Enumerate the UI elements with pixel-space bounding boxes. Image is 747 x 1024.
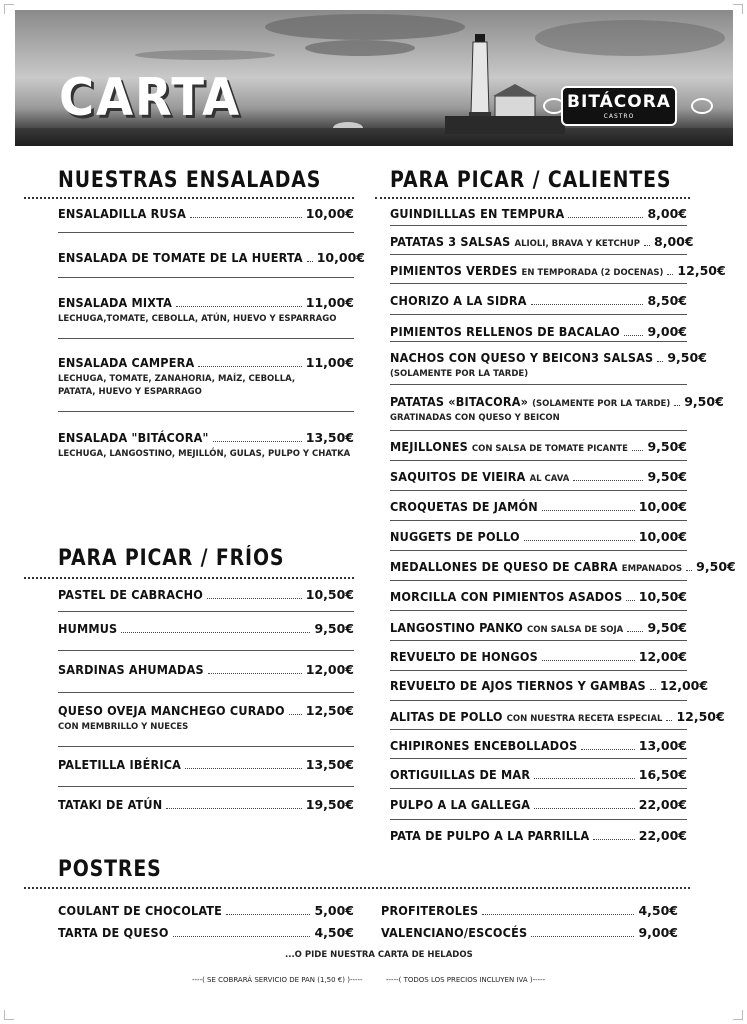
dotted-leader (573, 480, 643, 481)
dish-description: LECHUGA,TOMATE, CEBOLLA, ATÚN, HUEVO Y ESPARRAGO (58, 314, 337, 324)
dotted-leader (173, 936, 311, 937)
header-banner (15, 10, 733, 146)
menu-item-row (390, 828, 687, 843)
dish-price: 10,00€ (305, 206, 354, 221)
menu-item-row (58, 757, 354, 772)
menu-item-row (390, 678, 709, 693)
dotted-leader (644, 245, 650, 246)
dish-price: 9,00€ (647, 324, 687, 339)
menu-item-row (390, 439, 687, 454)
menu-item-row (390, 469, 687, 484)
menu-item (58, 355, 354, 412)
menu-item-row (58, 925, 354, 940)
dish-note: EMPANADOS (621, 564, 683, 574)
vat-note: -----( TODOS LOS PRECIOS INCLUYEN IVA )----- (386, 976, 546, 984)
menu-item-row (390, 293, 687, 308)
menu-item (58, 662, 354, 693)
logo-subtitle: CASTRO (603, 113, 635, 120)
dotted-leader (624, 335, 644, 336)
menu-item-row (390, 767, 687, 782)
dish-note: CON SALSA DE SOJA (527, 625, 624, 635)
dish-price: 10,00€ (638, 499, 687, 514)
menu-item (390, 469, 687, 491)
menu-item (58, 430, 354, 460)
section-title-frios: PARA PICAR / FRÍOS (58, 546, 285, 571)
menu-item (58, 295, 354, 339)
menu-item-row (58, 355, 354, 370)
section-title-calientes: PARA PICAR / CALIENTES (390, 168, 672, 193)
dish-name: GUINDILLLAS EN TEMPURA (390, 206, 565, 221)
bread-service-note: ----( SE COBRARÁ SERVICIO DE PAN (1,50 €) )----- (192, 976, 363, 984)
dish-name: CHORIZO A LA SIDRA (390, 293, 527, 308)
dish-name: QUESO OVEJA MANCHEGO CURADO (58, 703, 285, 718)
dish-name: HUMMUS (58, 621, 118, 636)
menu-item (390, 797, 687, 820)
menu-item-row (390, 797, 687, 812)
dotted-leader (307, 261, 313, 262)
dish-note: AL CAVA (529, 474, 570, 484)
dish-name: PALETILLA IBÉRICA (58, 757, 182, 772)
dish-name: MORCILLA CON PIMIENTOS ASADOS (390, 589, 623, 604)
helados-note: ...O PIDE NUESTRA CARTA DE HELADOS (285, 950, 473, 960)
menu-item (390, 767, 687, 789)
dotted-leader (666, 720, 672, 721)
restaurant-logo (543, 80, 713, 132)
dish-name: NUGGETS DE POLLO (390, 529, 520, 544)
menu-item (390, 828, 687, 843)
dotted-leader (524, 540, 635, 541)
cloud-shape (305, 40, 415, 56)
dish-price: 12,00€ (305, 662, 354, 677)
dish-note: ALIOLI, BRAVA Y KETCHUP (514, 239, 641, 249)
dish-price: 11,00€ (305, 355, 354, 370)
crop-mark (4, 1010, 14, 1020)
dish-name: ENSALADILLA RUSA (58, 206, 187, 221)
dish-price: 9,50€ (684, 394, 724, 409)
menu-item (58, 903, 354, 918)
menu-item (390, 350, 707, 385)
menu-item (390, 649, 687, 671)
menu-item-row (390, 499, 687, 514)
menu-item (390, 709, 725, 730)
section-divider (24, 197, 354, 199)
dotted-leader (632, 450, 644, 451)
section-title-postres: POSTRES (58, 857, 162, 882)
dish-price: 4,50€ (638, 903, 678, 918)
menu-item-row (390, 206, 687, 221)
menu-item-row (58, 295, 354, 310)
menu-item (390, 394, 724, 431)
dotted-leader (176, 306, 302, 307)
dotted-leader (198, 366, 301, 367)
dotted-leader (531, 304, 644, 305)
dish-price: 13,00€ (638, 738, 687, 753)
menu-item-row (390, 738, 687, 753)
dish-name: NACHOS CON QUESO Y BEICON3 SALSAS (390, 350, 654, 365)
menu-item-row (390, 529, 687, 544)
menu-item (58, 797, 354, 812)
menu-item (390, 529, 687, 551)
page-title: CARTA (59, 68, 241, 128)
dish-price: 10,50€ (305, 587, 354, 602)
dotted-leader (542, 510, 635, 511)
dish-price: 8,00€ (647, 206, 687, 221)
menu-item (390, 234, 694, 255)
crop-mark (733, 4, 743, 14)
dish-note: EN TEMPORADA (2 DOCENAS) (521, 268, 664, 278)
cloud-shape (135, 50, 275, 60)
dish-price: 10,00€ (638, 529, 687, 544)
menu-item-row (58, 797, 354, 812)
dish-name: PATA DE PULPO A LA PARRILLA (390, 828, 590, 843)
dish-name: CHIPIRONES ENCEBOLLADOS (390, 738, 578, 753)
dish-description: PATATA, HUEVO Y ESPARRAGO (58, 387, 202, 397)
dotted-leader (531, 936, 634, 937)
menu-item-row (58, 587, 354, 602)
dish-name: ENSALADA DE TOMATE DE LA HUERTA (58, 250, 303, 265)
dish-description: LECHUGA, LANGOSTINO, MEJILLÓN, GULAS, PULPO Y CHATKA (58, 449, 351, 459)
menu-item-row (390, 559, 736, 574)
dish-description: (SOLAMENTE POR LA TARDE) (390, 369, 529, 379)
dotted-leader (534, 778, 635, 779)
section-divider (375, 197, 690, 199)
menu-item (58, 621, 354, 651)
dish-price: 16,50€ (638, 767, 687, 782)
menu-item (58, 757, 354, 787)
dish-price: 12,00€ (659, 678, 709, 693)
dish-name: TATAKI DE ATÚN (58, 797, 163, 812)
menu-item-row (390, 709, 725, 724)
dish-note: CON NUESTRA RECETA ESPECIAL (506, 714, 663, 724)
dish-price: 9,50€ (647, 439, 687, 454)
dish-name: REVUELTO DE AJOS TIERNOS Y GAMBAS (390, 678, 646, 693)
logo-badge (561, 86, 677, 126)
menu-item (390, 738, 687, 759)
dotted-leader (207, 598, 302, 599)
dish-description: GRATINADAS CON QUESO Y BEICON (390, 413, 560, 423)
dish-price: 22,00€ (638, 828, 687, 843)
menu-item (390, 324, 687, 342)
dish-price: 8,00€ (654, 234, 694, 249)
dotted-leader (657, 361, 663, 362)
crop-mark (4, 4, 14, 14)
dish-name: PASTEL DE CABRACHO (58, 587, 203, 602)
menu-item-row (58, 250, 365, 265)
dish-name: CROQUETAS DE JAMÓN (390, 499, 538, 514)
menu-item-row (58, 703, 354, 718)
dish-name: TARTA DE QUESO (58, 925, 169, 940)
dish-price: 12,50€ (305, 703, 354, 718)
dish-name: ALITAS DE POLLO (390, 709, 503, 724)
dotted-leader (674, 405, 680, 406)
dish-note: (SOLAMENTE POR LA TARDE) (532, 399, 671, 409)
dish-price: 4,50€ (314, 925, 354, 940)
menu-item (390, 589, 687, 611)
dish-price: 10,50€ (638, 589, 687, 604)
menu-item (58, 587, 354, 612)
dish-price: 12,50€ (677, 263, 726, 278)
section-title-ensaladas: NUESTRAS ENSALADAS (58, 168, 322, 193)
dish-price: 9,50€ (314, 621, 354, 636)
dish-name: LANGOSTINO PANKO (390, 620, 524, 635)
menu-item-row (390, 649, 687, 664)
dotted-leader (593, 839, 634, 840)
dish-name: PATATAS «BITACORA» (390, 394, 529, 409)
dish-price: 12,50€ (676, 709, 725, 724)
dish-name: ORTIGUILLAS DE MAR (390, 767, 531, 782)
menu-item (390, 559, 736, 581)
dish-name: MEDALLONES DE QUESO DE CABRA (390, 559, 618, 574)
dish-price: 22,00€ (638, 797, 687, 812)
dish-description: LECHUGA, TOMATE, ZANAHORIA, MAÍZ, CEBOLLA, (58, 374, 296, 384)
menu-item (390, 263, 726, 284)
menu-item (390, 206, 687, 226)
dotted-leader (581, 749, 634, 750)
menu-item (390, 499, 687, 521)
dotted-leader (534, 808, 635, 809)
dish-price: 11,00€ (305, 295, 354, 310)
menu-item-row (390, 350, 707, 365)
dish-price: 19,50€ (305, 797, 354, 812)
dish-name: ENSALADA MIXTA (58, 295, 172, 310)
menu-item-row (58, 621, 354, 636)
logo-name: BITÁCORA (567, 92, 671, 112)
menu-item (390, 620, 687, 641)
dish-name: SAQUITOS DE VIEIRA (390, 469, 526, 484)
menu-item-row (390, 394, 724, 409)
menu-item-row (390, 324, 687, 339)
dotted-leader (121, 632, 310, 633)
menu-item (390, 678, 709, 701)
dish-price: 8,50€ (647, 293, 687, 308)
dotted-leader (166, 808, 301, 809)
dotted-leader (289, 714, 302, 715)
dotted-leader (213, 441, 302, 442)
dish-price: 9,50€ (647, 469, 687, 484)
dish-price: 10,00€ (316, 250, 365, 265)
logo-wing-right (691, 98, 713, 114)
dotted-leader (627, 631, 643, 632)
dish-price: 9,50€ (696, 559, 736, 574)
menu-item-row (390, 234, 694, 249)
menu-item-row (58, 662, 354, 677)
dotted-leader (568, 217, 643, 218)
menu-item (390, 293, 687, 315)
section-divider (24, 577, 354, 579)
dish-price: 13,50€ (305, 430, 354, 445)
menu-item-row (390, 589, 687, 604)
menu-item-row (381, 925, 678, 940)
dish-note: CON SALSA DE TOMATE PICANTE (471, 444, 628, 454)
dotted-leader (208, 673, 302, 674)
dish-name: COULANT DE CHOCOLATE (58, 903, 223, 918)
dotted-leader (650, 689, 656, 690)
dotted-leader (185, 768, 302, 769)
dish-name: SARDINAS AHUMADAS (58, 662, 204, 677)
dish-name: VALENCIANO/ESCOCÉS (381, 925, 528, 940)
menu-item-row (390, 263, 726, 278)
dish-name: REVUELTO DE HONGOS (390, 649, 538, 664)
menu-item-row (58, 206, 354, 221)
menu-item (58, 925, 354, 940)
menu-item (390, 439, 687, 461)
dish-name: PIMIENTOS RELLENOS DE BACALAO (390, 324, 620, 339)
cloud-shape (265, 14, 465, 40)
menu-item-row (58, 903, 354, 918)
dotted-leader (667, 274, 673, 275)
menu-item (58, 703, 354, 747)
dish-name: PIMIENTOS VERDES (390, 263, 518, 278)
dish-price: 9,00€ (638, 925, 678, 940)
menu-item-row (381, 903, 678, 918)
menu-item (58, 206, 354, 233)
menu-item (381, 903, 678, 918)
dish-description: CON MEMBRILLO Y NUECES (58, 722, 189, 732)
menu-item (381, 925, 678, 940)
dish-name: PATATAS 3 SALSAS (390, 234, 511, 249)
dotted-leader (686, 570, 692, 571)
crop-mark (733, 1010, 743, 1020)
dish-name: PULPO A LA GALLEGA (390, 797, 531, 812)
dish-price: 9,50€ (647, 620, 687, 635)
dish-price: 9,50€ (667, 350, 707, 365)
dish-price: 13,50€ (305, 757, 354, 772)
dish-price: 5,00€ (314, 903, 354, 918)
dish-name: PROFITEROLES (381, 903, 479, 918)
dotted-leader (626, 600, 634, 601)
dotted-leader (190, 217, 302, 218)
dotted-leader (226, 914, 310, 915)
menu-item-row (390, 620, 687, 635)
dotted-leader (482, 914, 634, 915)
menu-item-row (58, 430, 354, 445)
dish-price: 12,00€ (638, 649, 687, 664)
dish-name: MEJILLONES (390, 439, 468, 454)
dish-name: ENSALADA "BITÁCORA" (58, 430, 209, 445)
menu-item (58, 250, 365, 278)
dotted-leader (542, 660, 635, 661)
dish-name: ENSALADA CAMPERA (58, 355, 195, 370)
section-divider (24, 887, 690, 889)
